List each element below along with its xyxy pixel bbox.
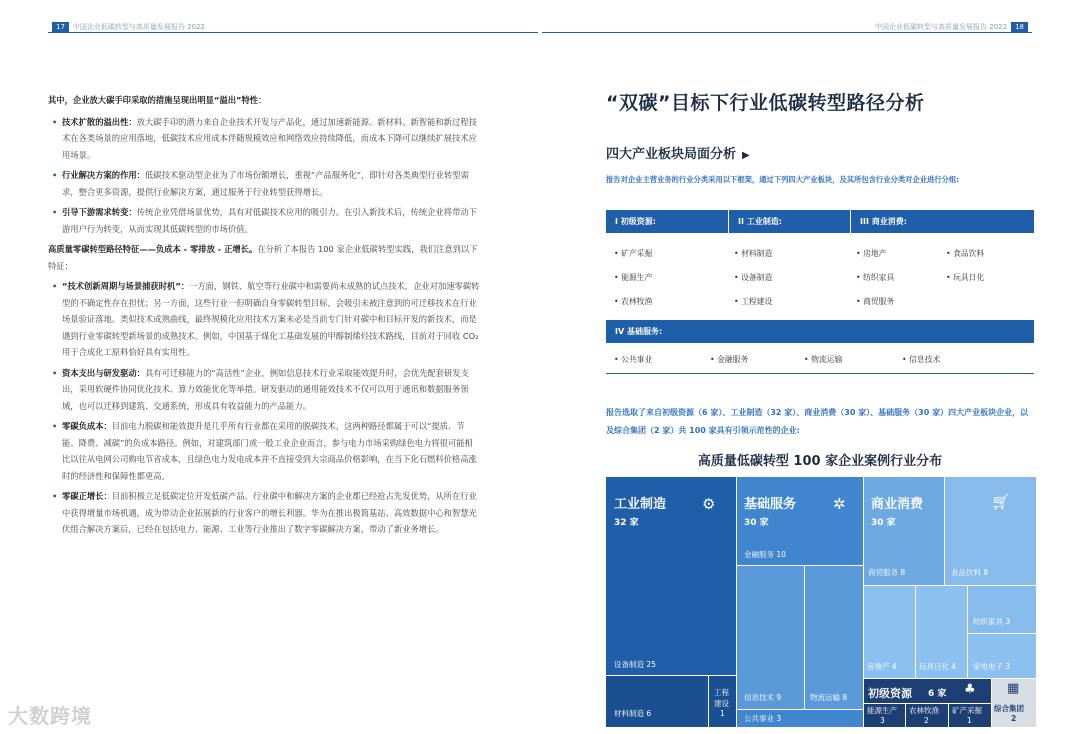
- bullet-title: “技术创新周期与场景捕获时机”：: [62, 281, 190, 291]
- gears-icon: ⚙: [702, 495, 716, 513]
- treemap-cell-electronics: [968, 634, 1036, 678]
- list-item: [48, 204, 480, 237]
- bullet-title: 技术扩散的溢出性：: [62, 116, 137, 127]
- treemap-cell-toys: [916, 586, 967, 678]
- bullet-text: 传统企业凭借场景优势，具有对低碳技术应用的吸引力。在引入新技术后，传统企业将带动下游用户行为转变，从而实现其低碳转型的市场价值。: [62, 207, 477, 234]
- label-public: 公共事业 3: [744, 714, 782, 723]
- paragraph-text: 在分析了本报告 100 家企业低碳转型实践，我们注意到以下特征：: [48, 244, 478, 271]
- label-conglomerate: 综合集团: [994, 704, 1024, 713]
- left-header-title: 中国企业低碳转型与高质量发展报告 2022: [72, 23, 205, 31]
- bullet-title: 零碳正增长：: [62, 491, 112, 501]
- header-rule-left: [48, 32, 538, 33]
- label-realestate: 房地产 4: [867, 662, 897, 671]
- bullet-text: 放大碳手印的潜力来自企业技术开发与产品化，通过加速新能源、新材料、新智能和新过程技术在各类场景的应用落地，低碳技术应用成本伴随规模效应和网络效应持续降低，而成本下降可以继续扩展技术应用场景。: [62, 116, 477, 160]
- treemap-cell-it: [737, 566, 804, 709]
- bullet-title: 资本支出与研发驱动：: [62, 367, 145, 378]
- treemap-cell-textile: [968, 586, 1036, 633]
- section-subtitle: [606, 143, 750, 162]
- value-mining: 1: [967, 716, 972, 725]
- grid-icon: ▦: [1007, 681, 1020, 696]
- label-it: 信息技术 9: [744, 693, 782, 702]
- value-energy: 3: [880, 716, 885, 725]
- treemap-title: 高质量低碳转型 100 家企业案例行业分布: [697, 454, 943, 469]
- label-toys: 玩具日化 4: [919, 662, 957, 671]
- brain-chip-icon: ✲: [833, 495, 846, 513]
- bullet-title: 行业解决方案的作用：: [62, 170, 145, 180]
- bullet-text: 目前电力脱碳和能效提升是几乎所有行业都在采用的脱碳技术，这两种路径都属于可以“提质、节能、降费、减碳”的负成本路径。例如，对建筑部门或一般工业企业而言，参与电力市场采购绿色电力将很可能相比以往从电网公司购电节省成本，且绿色电力发电成本并不直接受到大宗商品价格影响，在当下化石燃料价格高涨时的经济性和保障性都更高。: [62, 421, 477, 481]
- list-item: [48, 365, 480, 415]
- group-label-primary: 初级资源: [868, 687, 912, 700]
- industry-framework-table: [606, 210, 1034, 374]
- treemap-cell-energy: [864, 704, 905, 727]
- treemap-cell-finance: [737, 477, 863, 565]
- feature-list: [48, 278, 480, 538]
- subtitle-text: 四大产业板块局面分析: [606, 147, 737, 162]
- cart-icon: 🛒︎: [991, 493, 1011, 511]
- label-energy: 能源生产: [867, 706, 897, 715]
- item-textile: • 纺织家具: [856, 273, 895, 282]
- item-logistics: • 物流运输: [804, 355, 843, 364]
- group-label-basic: 基础服务: [744, 497, 797, 512]
- list-item: [48, 114, 480, 164]
- group-label-consumer: 商业消费: [871, 497, 924, 512]
- item-materials: • 材料制造: [734, 249, 773, 258]
- group-label-industrial: 工业制造: [614, 497, 667, 512]
- label-textile: 纺织家具 3: [973, 617, 1011, 626]
- treemap-cell-trade: [864, 477, 944, 585]
- value-agri: 2: [924, 716, 929, 725]
- treemap-cell-logistics: [805, 566, 863, 709]
- treemap-cell-materials: [606, 676, 708, 727]
- label-engineering-2: 建设: [714, 699, 729, 708]
- treemap-cell-public: [737, 710, 863, 727]
- treemap-group-primary: [864, 679, 991, 703]
- bullet-text: 目前积极立足低碳定位开发低碳产品、行业碳中和解决方案的企业都已经抢占先发优势，从所在行业中获得增量市场机遇，成为带动企业拓展新的行业客户的增长利器。华为在推出极简基站、高效数据中心和智慧光伏组合解决方案后，已经在包括电力、能源、工业等行业推出了数字零碳解决方案，带动了新业务增长。: [62, 491, 477, 534]
- treemap-cell-equipment: [606, 477, 736, 675]
- list-item: [48, 418, 480, 484]
- right-page-number: 18: [1011, 22, 1028, 32]
- list-item: [48, 488, 480, 538]
- bullet-text: 一方面，钢铁、航空等行业碳中和需要尚未成熟的试点技术，企业对加速零碳转型的不确定性存在担忧；另一方面，这些行业一但明确自身零碳转型目标，会吸引未被注意到的可迁移技术在行业场景验证落地。类似技术成熟曲线，最终规模化应用技术方案未必是当前专门针对碳中和目标开发的新技术，而是遇到行业零碳转型新场景的成熟技术。例如，中国基于煤化工基础发展的甲醇制烯烃技术路线，目前对于回收 CO₂ 用于合成化工原料恰好具有实用性。: [62, 281, 480, 357]
- framework-description: 报告对企业主营业务的行业分类采用以下框架，通过下列四大产业板块，及其所包含行业分类对企业进行分组:: [606, 175, 960, 184]
- sample-description: 报告选取了来自初级资源（6 家）、工业制造（32 家）、商业消费（30 家）、基础服务（30 家）四大产业板块企业，以及综合集团（2 家）共 100 家具有引领示范性的企业:: [606, 408, 1029, 435]
- header-rule-right: [542, 32, 1032, 33]
- label-engineering-3: 1: [720, 709, 725, 718]
- watermark: 大数跨境: [8, 704, 92, 728]
- label-mining: 矿产采掘: [952, 706, 982, 715]
- label-materials: 材料制造 6: [614, 709, 652, 718]
- item-energy: • 能源生产: [614, 273, 653, 282]
- bullet-title: 零碳负成本：: [62, 421, 112, 431]
- label-equipment: 设备制造 25: [614, 660, 656, 669]
- value-conglomerate: 2: [1011, 714, 1017, 723]
- header-industrial: II 工业制造:: [729, 210, 850, 233]
- treemap-cell-conglomerate: [992, 679, 1036, 727]
- label-logistics: 物流运输 8: [810, 693, 848, 702]
- left-page-number: 17: [52, 22, 69, 32]
- label-engineering-1: 工程: [714, 688, 729, 697]
- item-trade: • 商贸服务: [856, 297, 895, 306]
- treemap-cell-engineering: [709, 676, 736, 727]
- item-realestate: • 房地产: [856, 249, 887, 258]
- play-arrow-icon: ▶: [742, 150, 750, 161]
- treemap: [606, 477, 1036, 727]
- bullet-text: 低碳技术驱动型企业为了市场份额增长，重视“产品服务化”，即针对各类典型行业转型需求，整合更多资源，提供行业解决方案，通过服务于行业转型获得增长。: [62, 170, 469, 197]
- label-agri: 农林牧渔: [909, 706, 939, 715]
- page-title: “双碳”目标下行业低碳转型路径分析: [606, 92, 925, 114]
- label-finance: 金融服务 10: [744, 550, 786, 559]
- header-primary: I 初级资源:: [606, 210, 728, 233]
- header-basic: IV 基础服务:: [606, 320, 1034, 343]
- right-header-title: 中国企业低碳转型与高质量发展报告 2022: [875, 23, 1008, 31]
- spillover-list: [48, 114, 480, 238]
- treemap-cell-food: [945, 477, 1036, 585]
- left-page-body: [48, 92, 480, 542]
- treemap-cell-mining: [949, 704, 991, 727]
- item-food: • 食品饮料: [946, 249, 985, 258]
- item-toys: • 玩具日化: [946, 273, 985, 282]
- label-food: 食品饮料 8: [951, 568, 989, 577]
- group-count-consumer: 30 家: [871, 518, 896, 528]
- item-equipment: • 设备制造: [734, 273, 773, 282]
- bullet-title: 引导下游需求转变：: [62, 207, 137, 217]
- paragraph-title: 高质量零碳转型路径特征——负成本 - 零排放 - 正增长。: [48, 244, 258, 254]
- item-agri: • 农林牧渔: [614, 297, 653, 306]
- item-public: • 公共事业: [614, 355, 653, 364]
- label-electronics: 家电电子 3: [973, 662, 1011, 671]
- label-trade: 商贸服务 8: [868, 568, 906, 577]
- header-consumer: III 商业消费:: [851, 210, 1034, 233]
- group-count-basic: 30 家: [744, 518, 769, 528]
- tree-icon: ♣: [964, 682, 976, 697]
- path-paragraph: [48, 241, 480, 274]
- treemap-cell-agri: [906, 704, 948, 727]
- item-mining: • 矿产采掘: [614, 249, 653, 258]
- group-count-primary: 6 家: [928, 689, 947, 699]
- bullet-text: 具有可迁移能力的“高活性”企业，例如信息技术行业采取能效提升时，会优先配套研发支出，采用软硬件协同优化技术、算力效能优化等举措。研发驱动的通用能效技术不仅可以用于通讯和数据服务领域，也可以迁移到建筑、交通系统，形成具有收益能力的产品能力。: [62, 367, 469, 411]
- item-finance: • 金融服务: [710, 355, 749, 364]
- item-engineering: • 工程建设: [734, 297, 773, 306]
- lead-sentence: 其中，企业放大碳手印采取的措施呈现出明显“溢出”特性：: [48, 95, 267, 105]
- group-count-industrial: 32 家: [614, 518, 639, 528]
- item-it: • 信息技术: [902, 355, 941, 364]
- list-item: [48, 167, 480, 200]
- treemap-cell-realestate: [864, 586, 915, 678]
- list-item: [48, 278, 480, 361]
